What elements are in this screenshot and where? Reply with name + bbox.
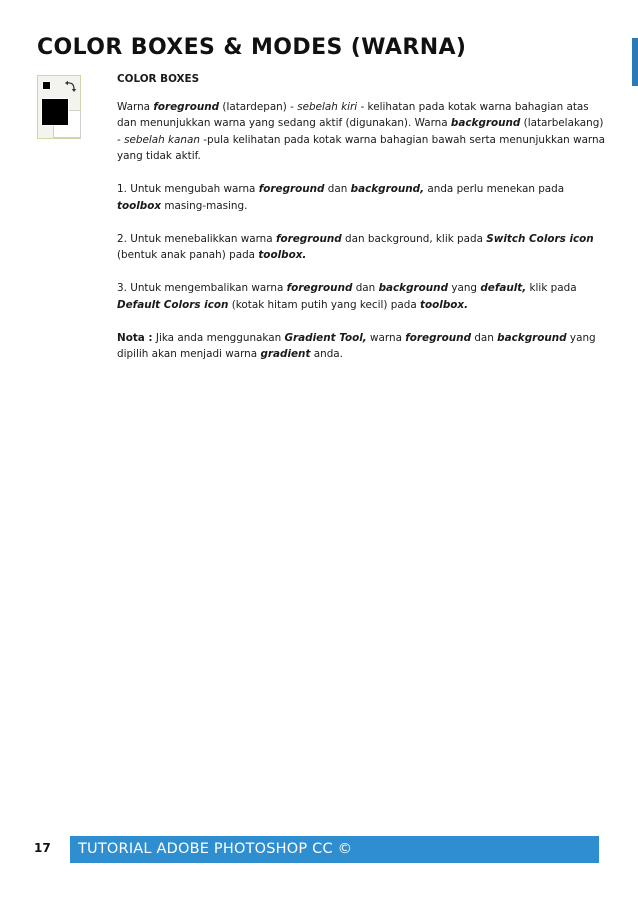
text-run: Switch Colors icon [486, 232, 594, 245]
text-run: dan [324, 183, 351, 195]
text-run: 1. Untuk mengubah warna [117, 183, 259, 195]
edge-accent-bar [632, 38, 638, 86]
paragraph-step-2 [117, 231, 607, 264]
text-run: toolbox. [420, 298, 469, 311]
text-run: (latarbelakang) - [117, 117, 604, 146]
text-run: foreground [405, 331, 472, 344]
text-run: dan [352, 282, 379, 294]
text-run: foreground [153, 100, 220, 113]
text-run: default, [480, 282, 527, 294]
color-boxes-illustration [37, 75, 81, 139]
text-run: sebelah kiri [297, 100, 358, 113]
text-run: yang [448, 282, 481, 294]
text-run: - kelihatan pada kotak warna bahagian atas dan menunjukkan warna yang sedang aktif (digunakan). Warna [117, 100, 589, 129]
text-run: (bentuk anak panah) pada [117, 249, 259, 261]
text-run: 2. Untuk menebalikkan warna [117, 232, 276, 245]
paragraph-intro [117, 99, 607, 165]
text-run: yang dipilih akan menjadi warna [117, 331, 596, 360]
text-run: foreground [275, 232, 342, 245]
text-run: dan background, klik pada [341, 232, 487, 245]
text-run: toolbox. [258, 249, 307, 261]
text-run: background [450, 117, 521, 129]
foreground-color-swatch [41, 98, 69, 126]
text-run: warna [366, 331, 406, 344]
text-run: foreground [258, 183, 325, 195]
text-run: foreground [286, 282, 353, 294]
paragraph-step-1 [117, 181, 607, 214]
text-run: sebelah kanan [124, 133, 200, 146]
footer-title: TUTORIAL ADOBE PHOTOSHOP CC © [78, 841, 353, 857]
page-title: COLOR BOXES & MODES (WARNA) [37, 35, 467, 60]
text-run: klik pada [526, 282, 577, 294]
text-run: Nota : [117, 331, 153, 344]
body-text [117, 71, 607, 379]
text-run: -pula kelihatan pada kotak warna bahagian bawah serta menunjukkan warna yang tidak aktif. [117, 133, 605, 162]
paragraph-step-3 [117, 280, 607, 313]
text-run: Jika anda menggunakan [152, 331, 285, 344]
text-run: toolbox [117, 199, 162, 212]
page-number: 17 [34, 841, 51, 855]
paragraph-note [117, 330, 607, 363]
text-run: (kotak hitam putih yang kecil) pada [228, 298, 421, 311]
switch-colors-icon [64, 79, 78, 93]
text-run: (latardepan) - [219, 100, 298, 113]
text-run: background [378, 282, 449, 294]
section-heading: COLOR BOXES [117, 73, 200, 85]
text-run: Warna [117, 100, 154, 113]
text-run: anda perlu menekan pada [424, 183, 565, 195]
text-run: 3. Untuk mengembalikan warna [117, 282, 287, 294]
default-colors-icon [42, 81, 52, 91]
text-run: background, [350, 183, 425, 195]
text-run: gradient [260, 348, 311, 360]
text-run: masing-masing. [161, 199, 248, 212]
text-run: dan [471, 331, 498, 344]
text-run: Default Colors icon [117, 298, 229, 311]
text-run: Gradient Tool, [284, 331, 367, 344]
text-run: background [497, 331, 567, 344]
footer-bar [70, 836, 599, 863]
text-run: anda. [310, 348, 343, 360]
